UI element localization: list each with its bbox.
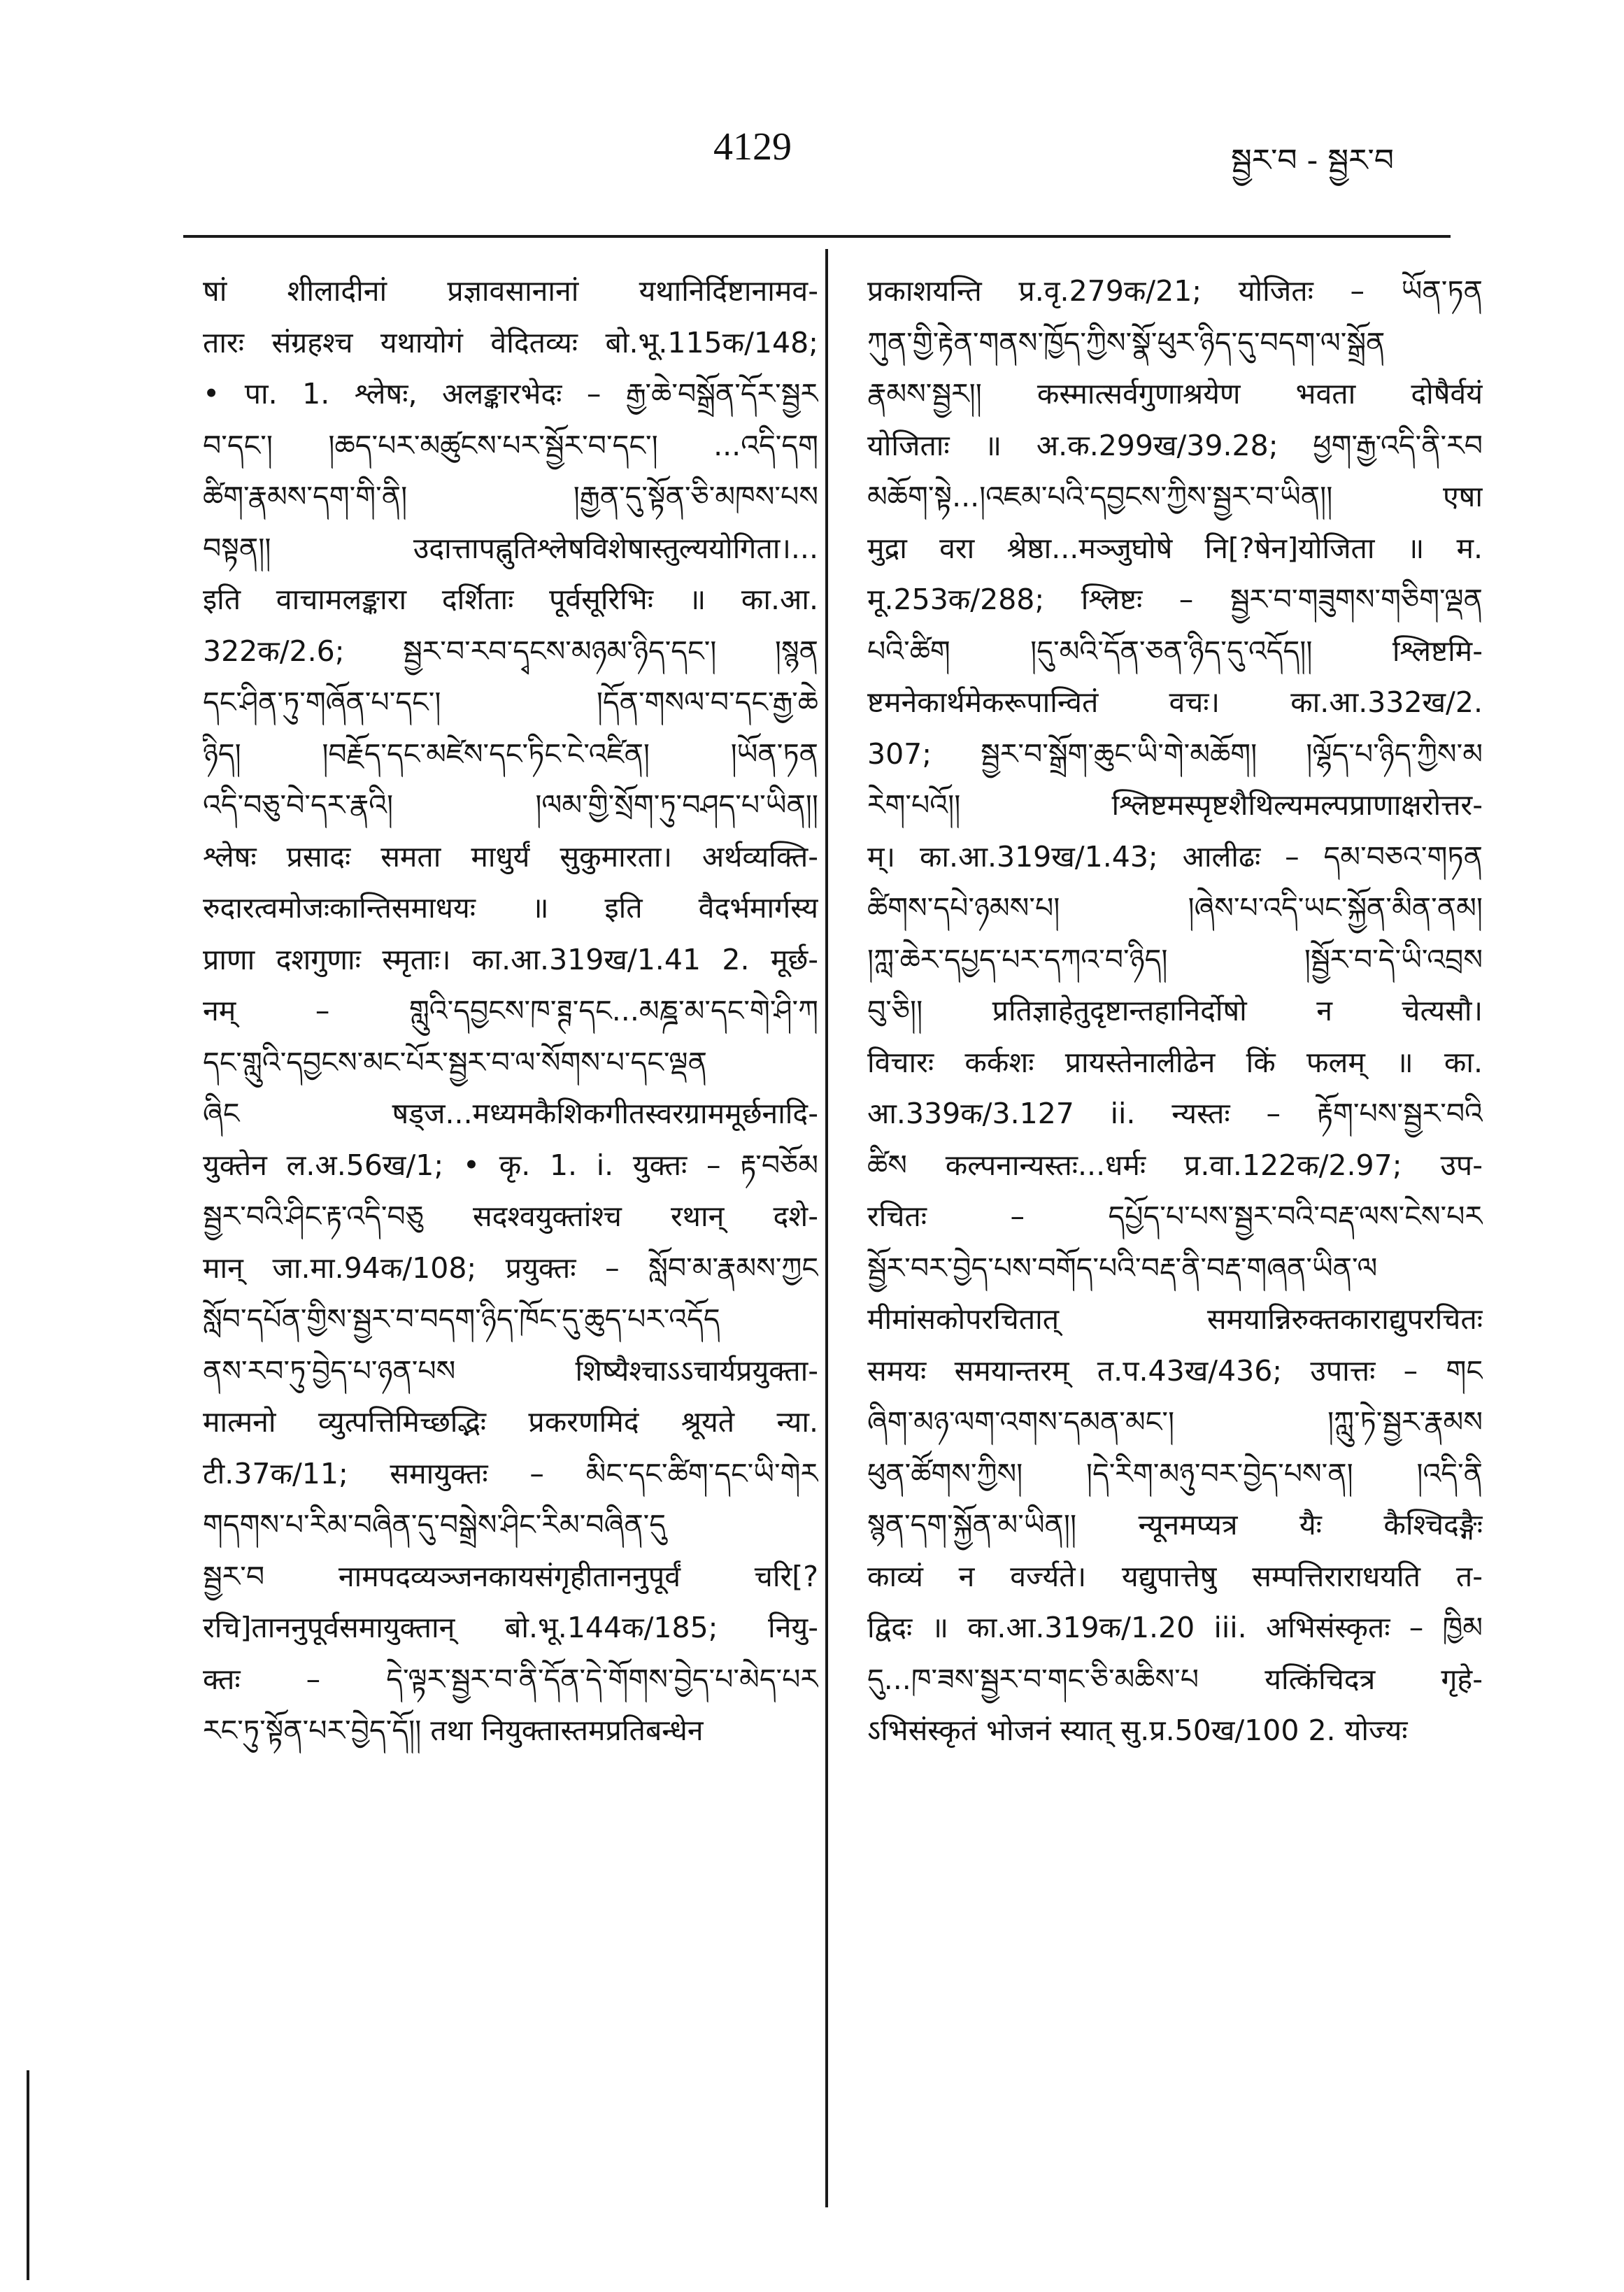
text-line: སྙན་དག་སྐྱོན་མ་ཡིན།། न्यूनमप्यत्र यैः कैश्चिदङ्गैः xyxy=(867,1508,1483,1542)
text-line: • पा. 1. श्लेषः, अलङ्कारभेदः – རྒྱ་ཆེ་བསྒྲོན་དོར་སྦྱར xyxy=(203,377,818,411)
text-line: समयः समयान्तरम् त.प.43ख/436; उपात्तः – གང xyxy=(867,1353,1483,1388)
text-line: युक्तेन ल.अ.56ख/1; • कृ. 1. i. युक्तः – རྟ་བཅོམ xyxy=(203,1148,818,1182)
page-number: 4129 xyxy=(713,125,792,169)
text-line: །ཀླ་ཆེར་དཔྱད་པར་དཀའ་བ་ཉིད། །སྦྱོར་བ་དེ་ཡི་འབྲས xyxy=(867,942,1483,976)
text-line: प्राणा दशगुणाः स्मृताः। का.आ.319ख/1.41 2. मूर्छ- xyxy=(203,942,818,976)
text-line: ཕུན་ཚོགས་ཀྱིས། །དེ་རིག་མཉུ་བར་བྱེད་པས་ན། །འདི་ནི xyxy=(867,1456,1483,1490)
text-line: मात्मनो व्युत्पत्तिमिच्छद्भिः प्रकरणमिदं श्रूयते न्या. xyxy=(203,1405,818,1439)
text-line: षां शीलादीनां प्रज्ञावसानानां यथानिर्दिष्टानामव- xyxy=(203,274,818,308)
text-line: 322क/2.6; སྦྱར་བ་རབ་དྭངས་མཉམ་ཉིད་དང་། །སྙན xyxy=(203,634,818,668)
text-line: འདི་བཅུ་བེ་དར་རྣའི། །ལམ་གྱི་སྲོག་ཏུ་བཤད་པ་ཡིན།། xyxy=(203,788,818,822)
text-line: मू.253क/288; श्लिष्टः – སྦྱར་བ་གཟུགས་གཅིག་ལྡན xyxy=(867,583,1483,616)
text-line: ऽभिसंस्कृतं भोजनं स्यात् सु.प्र.50ख/100 2. योज्यः xyxy=(867,1714,1408,1747)
text-line: བུ་ཅི།། प्रतिज्ञाहेतुदृष्टान्तहानिर्दोषो न चेत्यसौ। xyxy=(867,994,1483,1027)
text-line: རེག་པའོ།། श्लिष्टमस्पृष्टशैथिल्यमल्पप्राणाक्षरोत्तर- xyxy=(867,788,1483,822)
text-line: ཚིགས་དཔེ་ཉམས་པ། །ཞེས་པ་འདི་ཡང་སྐྱོན་མིན་ནམ། xyxy=(867,891,1483,925)
text-line: བསྟན།། उदात्तापह्नुतिश्लेषविशेषास्तुल्ययोगिता।... xyxy=(203,531,818,565)
text-line: སྦྱར་བ नामपदव्यञ्जनकायसंगृहीताननुपूर्वं चरि[? xyxy=(203,1559,818,1593)
text-line: प्रकाशयन्ति प्र.वृ.279क/21; योजितः – ཡོན་ཏན xyxy=(867,274,1483,308)
margin-line xyxy=(27,2070,29,2280)
text-line: ཞིང षड्ज...मध्यमकैशिकगीतस्वरग्राममूर्छनादि- xyxy=(203,1097,818,1130)
text-line: པའི་ཚིག །དུ་མའི་དོན་ཅན་ཉིད་དུ་འདོད།། श्लिष्टमि- xyxy=(867,634,1483,668)
text-line: སློབ་དཔོན་གྱིས་སྦྱར་བ་བདག་ཉིད་ཁོང་དུ་ཆུད་པར་འདོད xyxy=(203,1302,720,1336)
text-line: ཚིག་རྣམས་དག་གི་ནི། །རྒྱན་དུ་སྟོན་ཅི་མཁས་པས xyxy=(203,480,818,513)
text-line: रचि]ताननुपूर्वसमायुक्तान् बो.भू.144क/185; नियु- xyxy=(203,1611,818,1644)
header-rule xyxy=(183,235,1451,238)
text-line: श्लेषः प्रसादः समता माधुर्यं सुकुमारता। अर्थव्यक्ति- xyxy=(203,839,818,874)
text-line: म्। का.आ.319ख/1.43; आलीढः – དམ་བཅའ་གཏན xyxy=(867,839,1483,874)
text-line: ནས་རབ་ཏུ་བྱེད་པ་ཉན་པས शिष्यैश्चाऽऽचार्यप्रयुक्ता- xyxy=(203,1353,818,1388)
text-line: གདགས་པ་རིམ་བཞིན་དུ་བསྒྲེས་ཤིང་རིམ་བཞིན་དུ xyxy=(203,1508,667,1542)
text-line: ཞིག་མཉ་ལག་འགས་དམན་མང་། །ཀླུ་ཏེ་སྦྱར་རྣམས xyxy=(867,1405,1483,1439)
text-line: इति वाचामलङ्कारा दर्शिताः पूर्वसूरिभिः ॥ का.आ. xyxy=(203,583,818,616)
text-line: ཉིད། །བརྗོད་དང་མཛེས་དང་ཏིང་ངེ་འཛིན། །ཡོན་ཏན xyxy=(203,736,818,771)
right-column xyxy=(867,266,1483,1757)
text-line: मान् जा.मा.94क/108; प्रयुक्तः – སློབ་མ་རྣམས་ཀྱང xyxy=(203,1251,818,1285)
text-line: མཆོག་སྟེ...།འཇམ་པའི་དབྱངས་ཀྱིས་སྦྱར་བ་ཡིན།། एषा xyxy=(867,480,1483,513)
left-column xyxy=(203,266,818,1757)
text-line: དང་གླུའི་དབྱངས་མང་པོར་སྦྱར་བ་ལ་སོགས་པ་དང་ལྡན xyxy=(203,1045,707,1079)
text-line: ཀུན་གྱི་རྟེན་གནས་ཁྱོད་ཀྱིས་སྣོ་ཕུར་ཉིད་དུ་བདག་ལ་སྒྲོན xyxy=(867,325,1386,360)
text-line: རང་ཏུ་སྟོན་པར་བྱེད་དོ།། तथा नियुक्तास्तमप्रतिबन्धेन xyxy=(203,1714,704,1747)
text-line: तारः संग्रहश्च यथायोगं वेदितव्यः बो.भू.115क/148; xyxy=(203,325,818,360)
text-line: སྦྱར་བའི་ཤིང་རྟ་འདི་བཅུ सदश्वयुक्तांश्च रथान् दशे- xyxy=(203,1200,818,1233)
text-line: नम् – གླུའི་དབྱངས་ཁ་ཊྚ་དང...མཎྜ་མ་དང་གེ་ཤི་ཀ xyxy=(203,994,818,1027)
text-line: योजिताः ॥ अ.क.299ख/39.28; ཕྱག་རྒྱ་འདི་ནི་རབ xyxy=(867,428,1483,462)
running-head: སྦྱར་བ - སྦྱར་བ xyxy=(1231,143,1394,178)
text-line: विचारः कर्कशः प्रायस्तेनालीढेन किं फलम् ॥ का. xyxy=(867,1045,1483,1079)
text-line: བ་དང་། །ཆད་པར་མཚུངས་པར་སྦྱོར་བ་དང་། ...འདི་དག xyxy=(203,428,818,462)
text-line: ཚིས कल्पनान्यस्तः...धर्मः प्र.वा.122क/2.97; उप- xyxy=(867,1148,1483,1182)
column-divider xyxy=(825,249,828,2207)
text-line: काव्यं न वर्ज्यते। यद्युपात्तेषु सम्पत्तिराराधयति त- xyxy=(867,1559,1483,1593)
text-line: द्विदः ॥ का.आ.319क/1.20 iii. अभिसंस्कृतः – ཁྱིམ xyxy=(867,1611,1483,1644)
text-line: དུ...ཁ་ཟས་སྦྱར་བ་གང་ཅི་མཆིས་པ यत्किंचिदत्र गृहे- xyxy=(867,1662,1483,1696)
text-line: क्तः – དེ་ལྟར་སྦྱར་བ་ནི་དོན་དེ་གོགས་བྱེད་པ་མེད་པར xyxy=(203,1662,818,1696)
text-line: मुद्रा वरा श्रेष्ठा...मञ्जुघोषे नि[?षेन]योजिता ॥ म. xyxy=(867,531,1483,565)
text-line: टी.37क/11; समायुक्तः – མིང་དང་ཚིག་དང་ཡི་གེར xyxy=(203,1456,818,1490)
text-line: དང་ཤིན་ཏུ་གཞོན་པ་དང་། །དོན་གསལ་བ་དང་རྒྱ་ཆེ xyxy=(203,685,818,719)
text-line: སྦྱོར་བར་བྱེད་པས་བགོད་པའི་བརྡ་ནི་བརྡ་གཞན་ཡིན་ལ xyxy=(867,1251,1378,1285)
text-line: रुदारत्वमोजःकान्तिसमाधयः ॥ इति वैदर्भमार्गस्य xyxy=(203,891,818,925)
text-line: རྣམས་སྦྱར།། कस्मात्सर्वगुणाश्रयेण भवता दोषैर्वयं xyxy=(867,377,1483,411)
text-line: मीमांसकोपरचितात् समयान्निरुक्तकाराद्युपरचितः xyxy=(867,1302,1483,1336)
text-line: 307; སྦྱར་བ་སྒྲོག་ཆུང་ཡི་གེ་མཆོག། །ལྷོད་པ་ཉིད་ཀྱིས་མ xyxy=(867,736,1483,771)
text-line: ष्टमनेकार्थमेकरूपान्वितं वचः। का.आ.332ख/2. xyxy=(867,685,1483,719)
text-line: रचितः – དཔྱོད་པ་པས་སྦྱར་བའི་བརྡ་ལས་ངེས་པར xyxy=(867,1200,1483,1233)
text-line: आ.339क/3.127 ii. न्यस्तः – རྟོག་པས་སྦྱར་བའི xyxy=(867,1097,1483,1130)
